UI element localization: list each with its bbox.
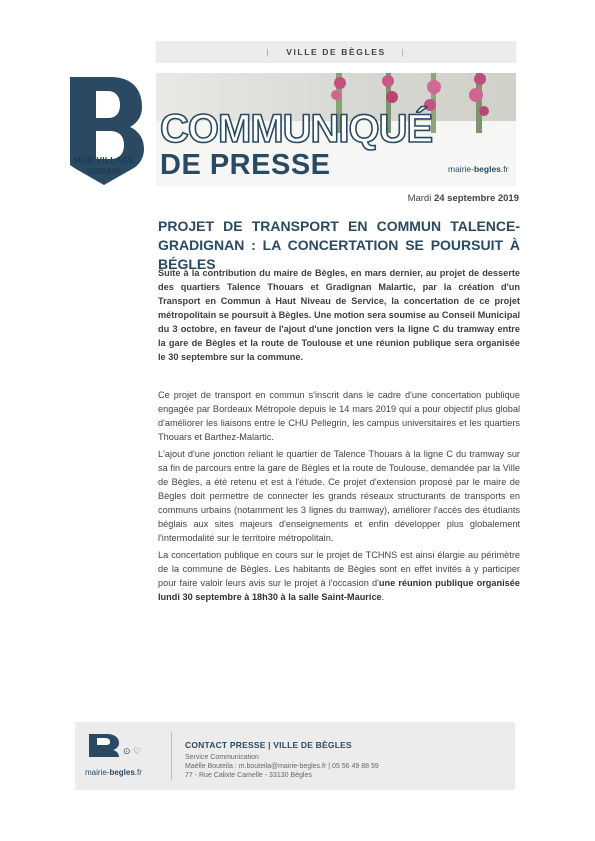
body-paragraph: L'ajout d'une jonction reliant le quartier de Talence Thouars à la ligne C du tramway sur sa fin de parcours entre la gare de Bègles et la route de Toulouse, demandée par la Ville de Bègles, a été retenu et est à l'étude. Ce projet d'extension proposé par le maire de Bègles doit permettre de connecter les grands réseaux structurants de transports en communs urbains (notamment les 3 lignes du tramway), améliorer l'accès des étudiants béglais aux sites majeurs d'enseignements et enfin développer plus globalement l'intermodalité sur le territoire métropolitain.	[158, 449, 520, 543]
social-icons[interactable]: ⊙ ♡	[123, 746, 142, 756]
footer-website[interactable]: mairie-begles.fr	[85, 768, 142, 777]
contact-service: Service Communication	[185, 754, 259, 761]
separator: |	[401, 47, 406, 57]
separator: |	[266, 47, 271, 57]
lede-paragraph: Suite à la contribution du maire de Bègles, en mars dernier, au projet de desserte des quartiers Talence Thouars et Gradignan Malartic, par la création d'un Transport en Commun à Haut Niveau de Service, la concertation de ce projet métropolitain se poursuit à Bègles. Une motion sera soumise au Conseil Municipal du 3 octobre, en faveur de l'ajout d'une jonction vers la ligne C du tramway entre la gare de Bègles et la route de Toulouse et une réunion publique sera organisée le 30 septembre sur la commune.	[158, 268, 520, 362]
release-date: Mardi 24 septembre 2019	[407, 193, 519, 204]
contact-person[interactable]: Maëlle Bouteila : m.bouteila@mairie-begles.fr | 05 56 49 88 59	[185, 763, 379, 770]
article-body	[158, 388, 520, 607]
body-paragraph: La concertation publique en cours sur le projet de TCHNS est ainsi élargie au périmètre de la commune de Bègles. Les habitants de Bègles sont en effet invités à y participer pour faire valoir leurs avis sur le projet à l'occasion d'une réunion publique organisée lundi 30 septembre à 18h30 à la salle Saint-Maurice.	[158, 550, 520, 602]
contact-heading: CONTACT PRESSE | VILLE DE BÈGLES	[185, 740, 352, 750]
contact-footer	[75, 722, 515, 790]
banner-url[interactable]: mairie-begles.fr	[448, 164, 509, 174]
footer-logo	[87, 732, 121, 758]
banner-title-line1: COMMUNIQUÉ	[160, 107, 433, 151]
city-title: VILLE DE BÈGLES	[286, 47, 386, 57]
banner-title-line2: DE PRESSE	[160, 149, 331, 181]
header-bar	[156, 41, 516, 63]
press-banner	[156, 73, 516, 186]
body-paragraph: Ce projet de transport en commun s'inscrit dans le cadre d'une concertation publique engagée par Bordeaux Métropole depuis le 14 mars 2019 qui a pour objectif plus global d'améliorer les liaisons entre le CHU Pellegrin, les campus universitaires et les quartiers Thouars et Barthez-Malartic.	[158, 390, 520, 442]
contact-address: 77 - Rue Calixte Camelle - 33130 Bègles	[185, 772, 312, 779]
press-headline: PROJET DE TRANSPORT EN COMMUN TALENCE-GRADIGNAN : LA CONCERTATION SE POURSUIT À BÉGLES	[158, 218, 520, 272]
logo-tagline: MON VILLAGE URBAIN	[73, 155, 135, 176]
footer-divider	[171, 732, 172, 780]
